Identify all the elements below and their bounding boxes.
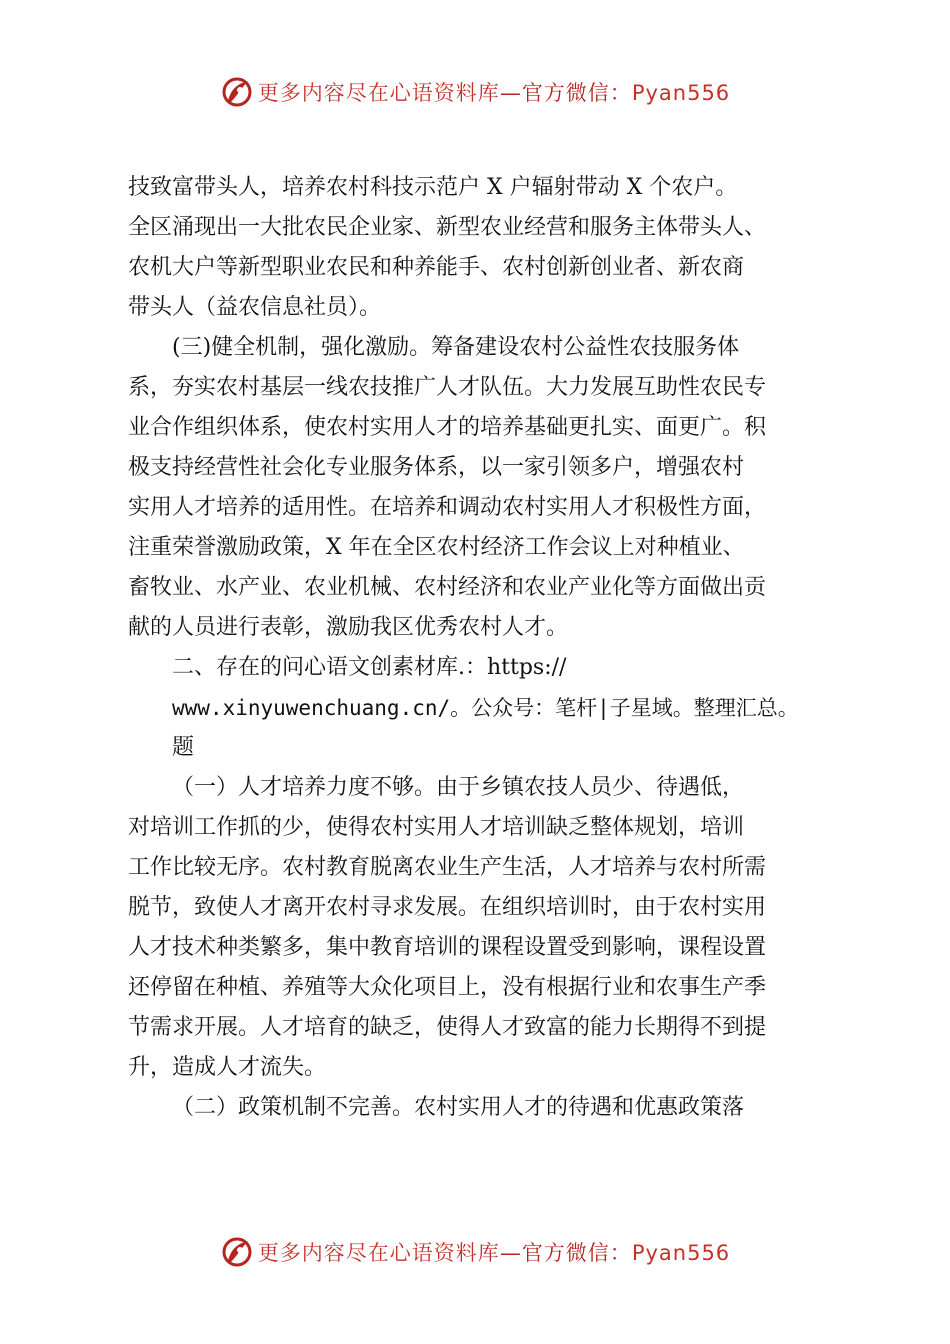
- banner-separator: —: [499, 1241, 522, 1265]
- text-line: 脱节，致使人才离开农村寻求发展。在组织培训时，由于农村实用: [128, 895, 767, 920]
- text-line: （二）政策机制不完善。农村实用人才的待遇和优惠政策落: [172, 1095, 745, 1120]
- brand-logo-icon: [220, 75, 254, 109]
- text-line: 全区涌现出一大批农民企业家、新型农业经营和服务主体带头人、: [128, 215, 767, 240]
- text-line: 节需求开展。人才培育的缺乏，使得人才致富的能力长期得不到提: [128, 1015, 767, 1040]
- banner-text: [258, 1237, 730, 1267]
- text-line: 人才技术种类繁多，集中教育培训的课程设置受到影响，课程设置: [128, 935, 767, 960]
- banner-official-label: 官方微信：: [521, 81, 632, 105]
- text-line: (三)健全机制，强化激励。筹备建设农村公益性农技服务体: [172, 335, 740, 360]
- text-line: 带头人（益农信息社员）。: [128, 295, 382, 320]
- text-line: 业合作组织体系，使农村实用人才的培养基础更扎实、面更广。积: [128, 415, 767, 440]
- banner-wechat-id: Pyan556: [631, 1241, 731, 1265]
- brand-logo-icon: [220, 1235, 254, 1269]
- banner-wechat-id: Pyan556: [631, 81, 731, 105]
- banner-brand: 更多内容尽在心语资料库: [257, 81, 500, 105]
- text-line: 献的人员进行表彰，激励我区优秀农村人才。: [128, 615, 569, 640]
- text-line: 对培训工作抓的少，使得农村实用人才培训缺乏整体规划，培训: [128, 815, 745, 840]
- text-line: 技致富带头人，培养农村科技示范户 X 户辐射带动 X 个农户。: [128, 175, 738, 200]
- text-line: 还停留在种植、养殖等大众化项目上，没有根据行业和农事生产季: [128, 975, 767, 1000]
- footer-watermark-banner: [0, 1232, 950, 1272]
- text-line: 注重荣誉激励政策，X 年在全区农村经济工作会议上对种植业、: [128, 535, 745, 560]
- text-line: 农机大户等新型职业农民和种养能手、农村创新创业者、新农商: [128, 255, 745, 280]
- text-line: 畜牧业、水产业、农业机械、农村经济和农业产业化等方面做出贡: [128, 575, 767, 600]
- banner-separator: —: [499, 81, 522, 105]
- banner-brand: 更多内容尽在心语资料库: [257, 1241, 500, 1265]
- text-line: 系，夯实农村基层一线农技推广人才队伍。大力发展互助性农民专: [128, 375, 767, 400]
- banner-text: [258, 77, 730, 107]
- text-line: 实用人才培养的适用性。在培养和调动农村实用人才积极性方面，: [128, 495, 767, 520]
- text-line: （一）人才培养力度不够。由于乡镇农技人员少、待遇低，: [172, 775, 745, 800]
- banner-official-label: 官方微信：: [521, 1241, 632, 1265]
- text-line: www.xinyuwenchuang.cn/。公众号：笔杆|子星域。整理汇总。: [172, 696, 799, 720]
- text-line: 工作比较无序。农村教育脱离农业生产生活，人才培养与农村所需: [128, 855, 767, 880]
- header-watermark-banner: [0, 72, 950, 112]
- document-body: [128, 168, 848, 1128]
- section-heading-line: 二、存在的问心语文创素材库.：https://: [172, 655, 567, 680]
- text-line: 题: [172, 735, 195, 760]
- text-line: 极支持经营性社会化专业服务体系，以一家引领多户，增强农村: [128, 455, 745, 480]
- text-line: 升，造成人才流失。: [128, 1055, 327, 1080]
